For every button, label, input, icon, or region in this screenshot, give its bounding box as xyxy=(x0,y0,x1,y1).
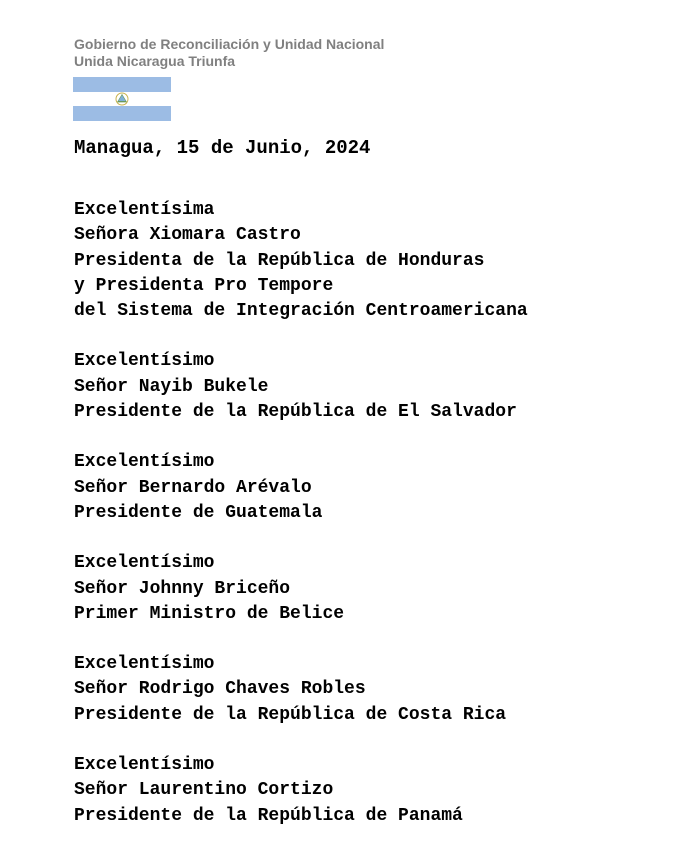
salutation: Excelentísimo xyxy=(74,351,215,372)
addressee-name: Señor Nayib Bukele xyxy=(74,376,269,397)
addressee-list xyxy=(74,198,528,854)
addressee-name: Señor Laurentino Cortizo xyxy=(74,780,334,801)
addressee-name: Señor Rodrigo Chaves Robles xyxy=(74,679,366,700)
letter-date: Managua, 15 de Junio, 2024 xyxy=(74,137,371,159)
salutation: Excelentísimo xyxy=(74,553,215,574)
addressee-block xyxy=(74,198,528,324)
addressee-title: Presidente de la República de El Salvador xyxy=(74,402,517,423)
salutation: Excelentísimo xyxy=(74,654,215,675)
addressee-block xyxy=(74,450,528,526)
salutation: Excelentísima xyxy=(74,200,215,220)
addressee-block xyxy=(74,551,528,627)
addressee-title-continued: y Presidenta Pro Tempore xyxy=(74,275,334,296)
addressee-name: Señor Bernardo Arévalo xyxy=(74,477,312,498)
addressee-title: Presidenta de la República de Honduras xyxy=(74,250,485,271)
addressee-block xyxy=(74,753,528,829)
salutation: Excelentísimo xyxy=(74,452,215,473)
salutation: Excelentísimo xyxy=(74,755,215,776)
addressee-block xyxy=(74,349,528,425)
nicaragua-flag-icon xyxy=(73,77,171,121)
addressee-title-continued: del Sistema de Integración Centroamericana xyxy=(74,301,528,322)
letterhead xyxy=(74,36,384,70)
addressee-name: Señora Xiomara Castro xyxy=(74,225,301,246)
addressee-title: Presidente de la República de Panamá xyxy=(74,805,463,826)
addressee-block xyxy=(74,652,528,728)
government-name: Gobierno de Reconciliación y Unidad Nacional xyxy=(74,36,385,52)
addressee-title: Primer Ministro de Belice xyxy=(74,603,345,624)
addressee-title: Presidente de la República de Costa Rica xyxy=(74,704,507,725)
government-slogan: Unida Nicaragua Triunfa xyxy=(74,53,236,69)
addressee-name: Señor Johnny Briceño xyxy=(74,578,291,599)
addressee-title: Presidente de Guatemala xyxy=(74,502,323,523)
